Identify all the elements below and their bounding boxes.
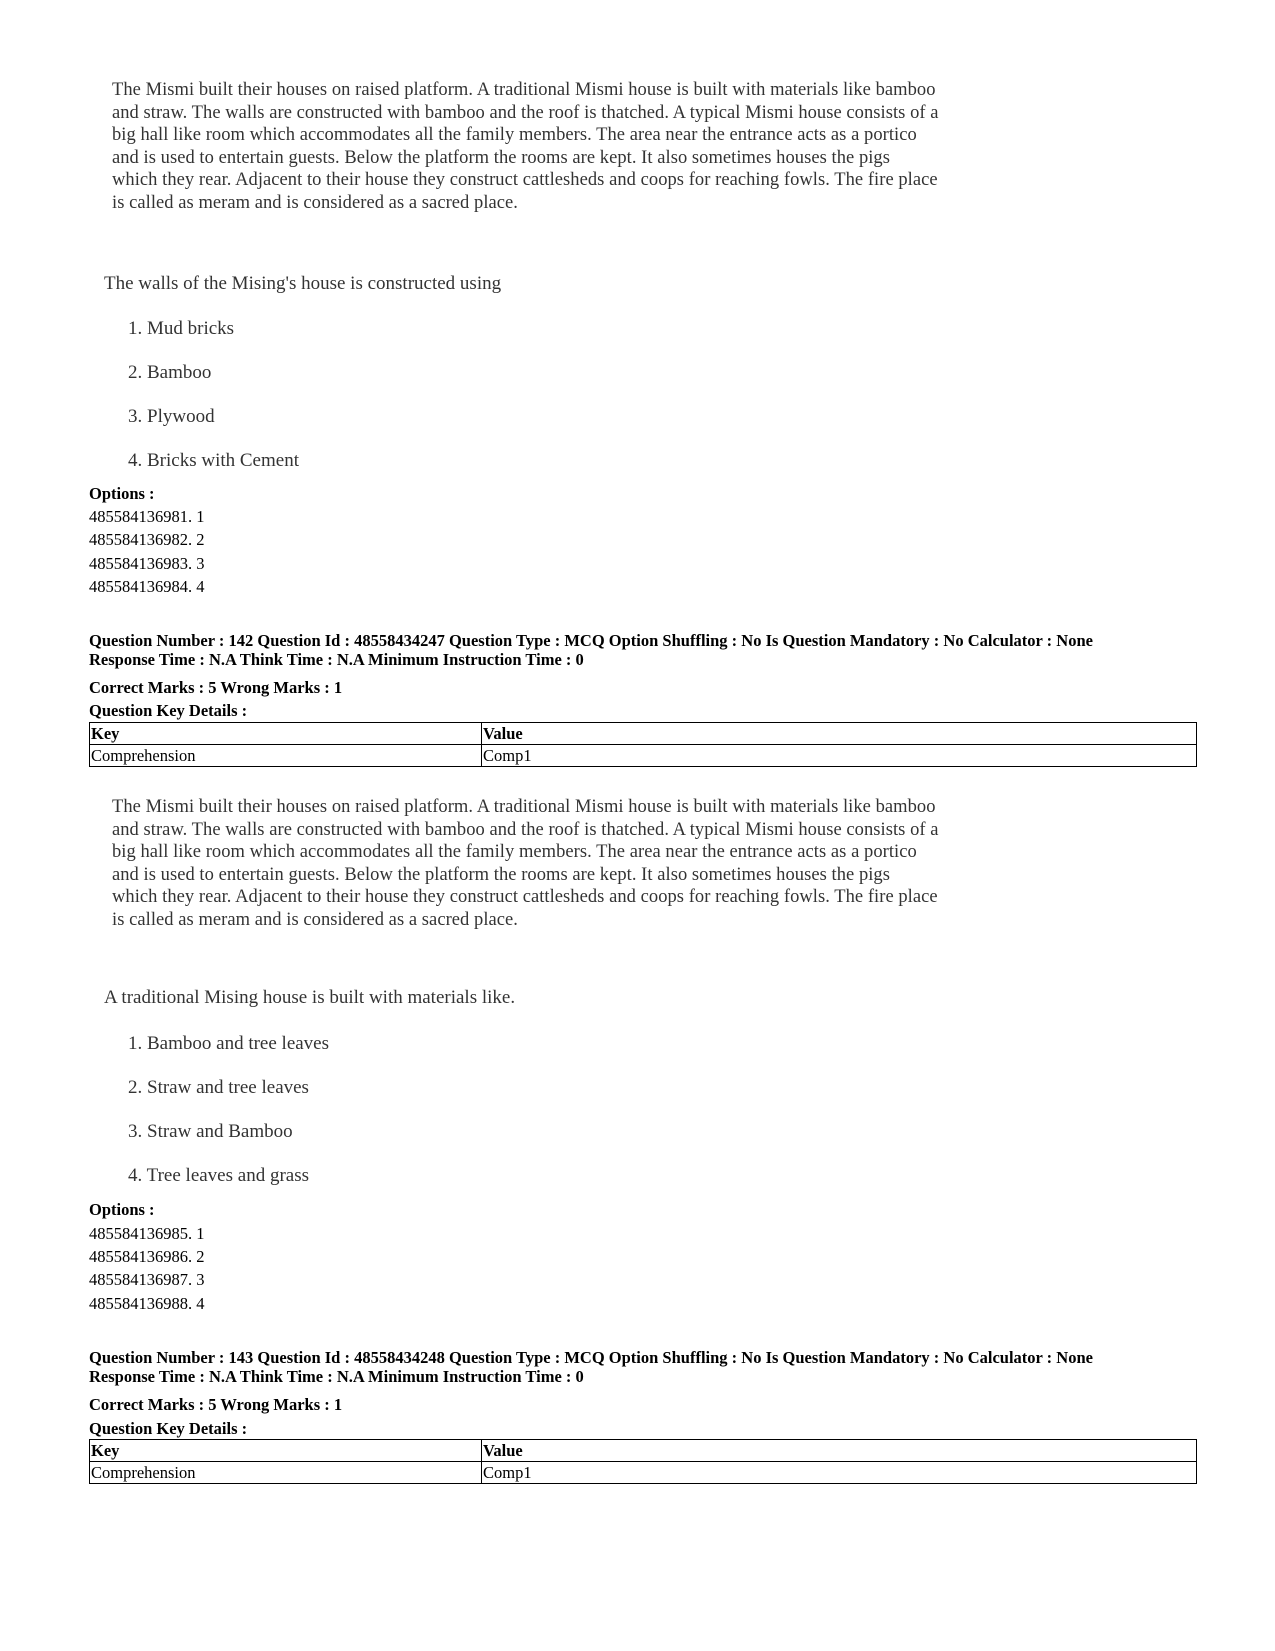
passage-line: and straw. The walls are constructed with bamboo and the roof is thatched. A typical Mismi house consists of a — [112, 102, 939, 123]
table-header-cell: Value — [482, 1440, 1197, 1462]
passage-line: and is used to entertain guests. Below the platform the rooms are kept. It also sometimes houses the pigs — [112, 864, 890, 885]
table-header-cell: Value — [482, 723, 1197, 745]
passage-line: The Mismi built their houses on raised platform. A traditional Mismi house is built with materials like bamboo — [112, 80, 936, 100]
passage-line: and straw. The walls are constructed with bamboo and the roof is thatched. A typical Mismi house consists of a — [112, 819, 939, 840]
question-key-table — [89, 1439, 1197, 1484]
question-meta — [89, 1349, 1093, 1386]
question-meta-line: Question Number : 142 Question Id : 48558434247 Question Type : MCQ Option Shuffling : No Is Question Mandatory : No Calculator : None — [89, 631, 1093, 650]
answer-choice: 3. Straw and Bamboo — [128, 1121, 293, 1142]
table-row — [90, 1462, 1197, 1484]
option-id: 485584136985. 1 — [89, 1224, 205, 1243]
answer-choice: 4. Tree leaves and grass — [128, 1165, 309, 1186]
question-meta-line: Question Number : 143 Question Id : 48558434248 Question Type : MCQ Option Shuffling : No Is Question Mandatory : No Calculator : None — [89, 1348, 1093, 1367]
marks-line: Correct Marks : 5 Wrong Marks : 1 — [89, 1395, 343, 1414]
option-id: 485584136987. 3 — [89, 1270, 205, 1289]
option-id: 485584136988. 4 — [89, 1294, 205, 1313]
question-text: The walls of the Mising's house is constructed using — [104, 273, 502, 294]
option-id: 485584136981. 1 — [89, 507, 205, 526]
passage-line: which they rear. Adjacent to their house they construct cattlesheds and coops for reaching fowls. The fire place — [112, 170, 938, 191]
answer-choice: 1. Mud bricks — [128, 318, 235, 339]
options-label: Options : — [89, 1200, 155, 1219]
option-id: 485584136984. 4 — [89, 577, 205, 596]
option-id: 485584136982. 2 — [89, 530, 205, 549]
option-id: 485584136986. 2 — [89, 1247, 205, 1266]
table-cell: Comprehension — [90, 745, 482, 767]
table-header-cell: Key — [90, 1440, 482, 1462]
answer-choice: 2. Straw and tree leaves — [128, 1077, 309, 1098]
passage-line: is called as meram and is considered as a sacred place. — [112, 192, 518, 213]
passage-line: which they rear. Adjacent to their house they construct cattlesheds and coops for reaching fowls. The fire place — [112, 887, 938, 908]
table-header-cell: Key — [90, 723, 482, 745]
answer-choice: 2. Bamboo — [128, 362, 212, 383]
comprehension-passage — [112, 796, 1002, 932]
table-cell: Comprehension — [90, 1462, 482, 1484]
comprehension-passage — [112, 79, 1002, 215]
question-text: A traditional Mising house is built with materials like. — [104, 987, 516, 1008]
answer-choice: 4. Bricks with Cement — [128, 450, 299, 471]
passage-line: is called as meram and is considered as a sacred place. — [112, 909, 518, 930]
answer-choice: 3. Plywood — [128, 406, 215, 427]
table-row — [90, 745, 1197, 767]
option-id: 485584136983. 3 — [89, 554, 205, 573]
response-time-line: Response Time : N.A Think Time : N.A Minimum Instruction Time : 0 — [89, 649, 584, 669]
passage-line: and is used to entertain guests. Below the platform the rooms are kept. It also sometimes houses the pigs — [112, 147, 890, 168]
response-time-line: Response Time : N.A Think Time : N.A Minimum Instruction Time : 0 — [89, 1366, 584, 1386]
key-details-label: Question Key Details : — [89, 1419, 248, 1438]
marks-line: Correct Marks : 5 Wrong Marks : 1 — [89, 678, 343, 697]
question-key-table — [89, 722, 1197, 767]
passage-line: The Mismi built their houses on raised platform. A traditional Mismi house is built with materials like bamboo — [112, 797, 936, 817]
options-label: Options : — [89, 484, 155, 503]
table-cell: Comp1 — [482, 1462, 1197, 1484]
question-meta — [89, 632, 1093, 669]
answer-choice: 1. Bamboo and tree leaves — [128, 1033, 330, 1054]
passage-line: big hall like room which accommodates all the family members. The area near the entrance acts as a portico — [112, 842, 917, 863]
passage-line: big hall like room which accommodates all the family members. The area near the entrance acts as a portico — [112, 125, 917, 146]
key-details-label: Question Key Details : — [89, 701, 248, 720]
table-cell: Comp1 — [482, 745, 1197, 767]
table-header-row — [90, 723, 1197, 745]
table-header-row — [90, 1440, 1197, 1462]
